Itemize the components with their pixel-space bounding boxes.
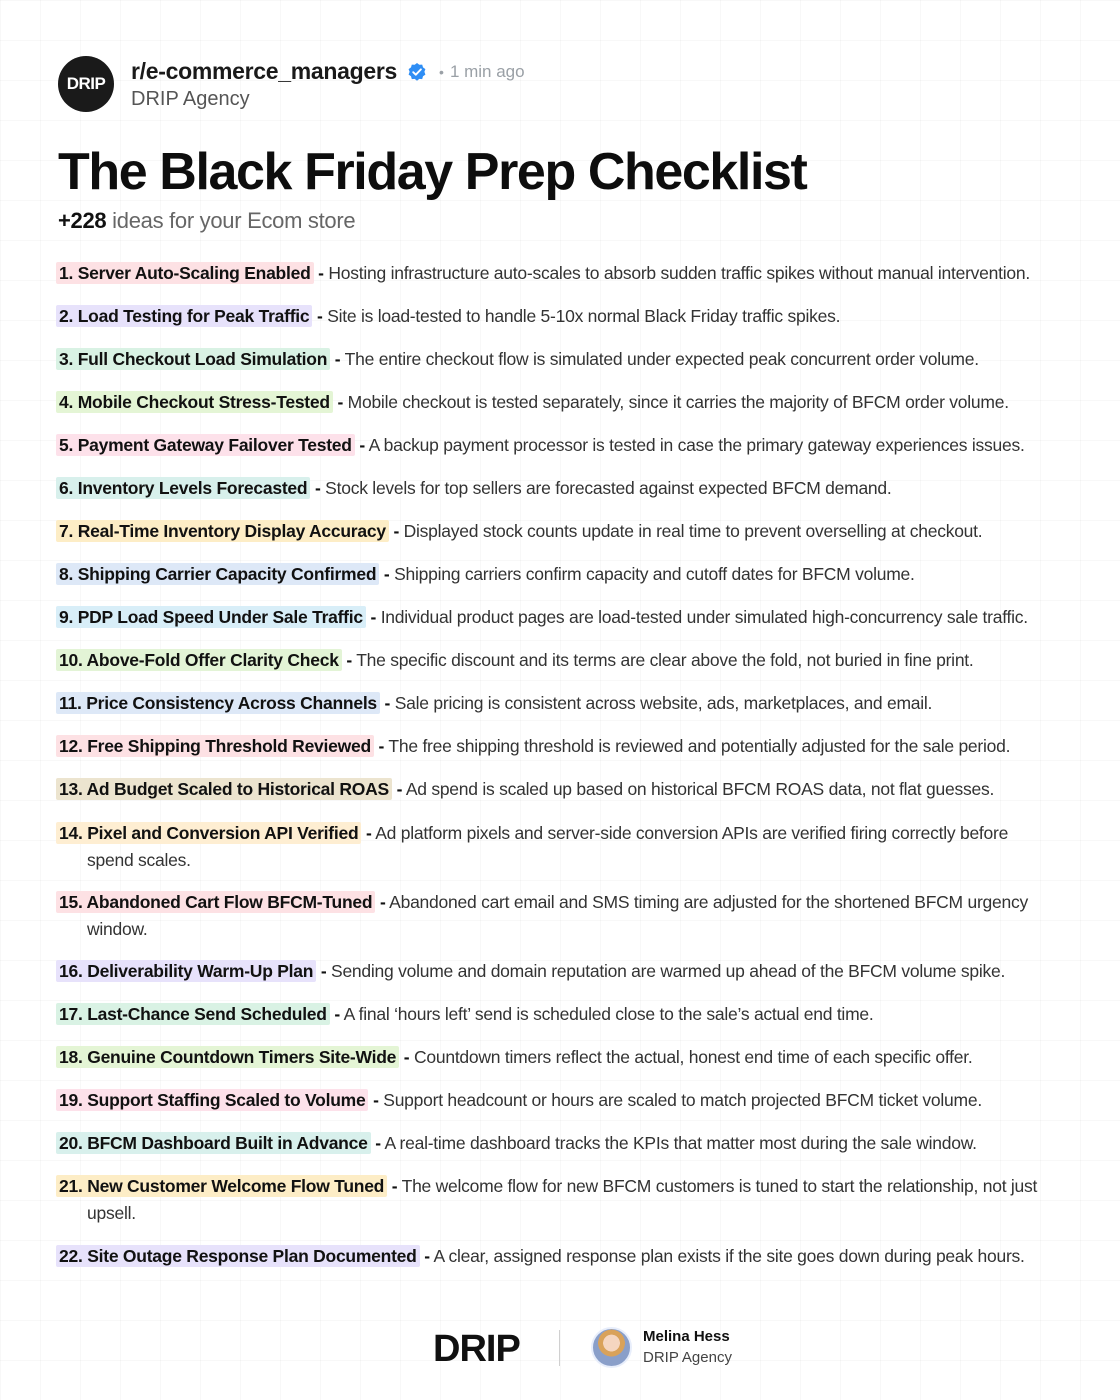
checklist-item-description: Stock levels for top sellers are forecasted against expected BFCM demand. — [325, 478, 892, 498]
checklist-item-description: Support headcount or hours are scaled to match projected BFCM ticket volume. — [383, 1090, 982, 1110]
checklist-item-description: Sale pricing is consistent across website, ads, marketplaces, and email. — [394, 693, 933, 713]
checklist-item-separator: - — [334, 349, 341, 369]
checklist-item-number: 22. — [59, 1246, 83, 1266]
checklist-item-name: Ad Budget Scaled to Historical ROAS — [86, 779, 389, 799]
checklist-item-number: 15. — [59, 892, 83, 912]
checklist-item-title — [56, 1132, 371, 1154]
checklist-item-title — [56, 735, 374, 757]
checklist-item-name: Shipping Carrier Capacity Confirmed — [77, 564, 377, 584]
footer-divider — [559, 1330, 560, 1366]
checklist-item — [56, 432, 1066, 459]
checklist-item-title — [56, 1003, 330, 1025]
checklist-item-description: A backup payment processor is tested in case the primary gateway experiences issues. — [368, 435, 1025, 455]
checklist-item-title — [56, 434, 355, 456]
checklist-item-description-continued: window. — [87, 919, 148, 939]
checklist-item-name: Last-Chance Send Scheduled — [87, 1004, 327, 1024]
checklist-item-number: 21. — [59, 1176, 83, 1196]
checklist-item-separator: - — [424, 1246, 430, 1266]
checklist-item-separator: - — [320, 961, 327, 981]
checklist-item — [56, 389, 1066, 416]
checklist-item-title — [56, 1245, 420, 1267]
checklist-item-description: Hosting infrastructure auto-scales to absorb sudden traffic spikes without manual intervention. — [328, 263, 1030, 283]
community-avatar[interactable] — [58, 56, 114, 112]
header-line — [131, 58, 525, 86]
checklist-item-separator: - — [318, 263, 324, 283]
checklist-item — [56, 1001, 1066, 1028]
checklist-item — [56, 1130, 1066, 1157]
checklist-item-separator: - — [373, 1090, 379, 1110]
checklist-item-description: Mobile checkout is tested separately, since it carries the majority of BFCM order volume. — [347, 392, 1009, 412]
checklist-item-title — [56, 477, 310, 499]
checklist-item-title — [56, 520, 389, 542]
checklist-item-description: Sending volume and domain reputation are warmed up ahead of the BFCM volume spike. — [331, 961, 1006, 981]
checklist-item-name: Real-Time Inventory Display Accuracy — [77, 521, 386, 541]
checklist-item-description: Site is load-tested to handle 5-10x normal Black Friday traffic spikes. — [327, 306, 841, 326]
checklist-item-title — [56, 391, 333, 413]
checklist-item-name: BFCM Dashboard Built in Advance — [87, 1133, 368, 1153]
checklist-item — [56, 958, 1066, 985]
checklist-item-separator: - — [375, 1133, 381, 1153]
checklist-item-name: Full Checkout Load Simulation — [77, 349, 328, 369]
checklist-item-name: Price Consistency Across Channels — [86, 693, 377, 713]
checklist-item-name: New Customer Welcome Flow Tuned — [87, 1176, 385, 1196]
checklist-item — [56, 346, 1066, 373]
checklist-item-number: 11. — [59, 693, 82, 713]
checklist-item-number: 3. — [59, 349, 74, 369]
checklist-item-name: Mobile Checkout Stress-Tested — [77, 392, 330, 412]
checklist-item — [56, 820, 1066, 874]
checklist-item-title — [56, 891, 375, 913]
checklist-item-description: A real-time dashboard tracks the KPIs that matter most during the sale window. — [384, 1133, 977, 1153]
checklist-item-description: The entire checkout flow is simulated under expected peak concurrent order volume. — [344, 349, 979, 369]
checklist-item — [56, 1243, 1066, 1270]
checklist-item-name: Abandoned Cart Flow BFCM-Tuned — [86, 892, 373, 912]
checklist-item-number: 14. — [59, 823, 83, 843]
checklist-item-title — [56, 262, 314, 284]
checklist-item-description: Shipping carriers confirm capacity and cutoff dates for BFCM volume. — [394, 564, 915, 584]
checklist-item-description: Abandoned cart email and SMS timing are adjusted for the shortened BFCM urgency — [389, 892, 1028, 912]
checklist-item-title — [56, 649, 342, 671]
community-name[interactable]: r/e-commerce_managers — [131, 58, 398, 84]
checklist-item-separator: - — [366, 823, 372, 843]
checklist-item — [56, 776, 1066, 803]
checklist-item — [56, 475, 1066, 502]
checklist-item-number: 2. — [59, 306, 74, 326]
checklist-item-separator: - — [346, 650, 352, 670]
checklist-item-separator: - — [403, 1047, 410, 1067]
checklist-item-title — [56, 606, 366, 628]
checklist-item-name: Above-Fold Offer Clarity Check — [86, 650, 339, 670]
checklist-item-description: Displayed stock counts update in real time to prevent overselling at checkout. — [403, 521, 983, 541]
checklist-item-description: The free shipping threshold is reviewed and potentially adjusted for the sale period. — [388, 736, 1011, 756]
verified-badge-icon — [407, 62, 427, 82]
checklist-item-separator: - — [334, 1004, 340, 1024]
checklist-item-separator: - — [359, 435, 365, 455]
checklist-item-number: 4. — [59, 392, 74, 412]
checklist-item-description-continued: spend scales. — [87, 850, 191, 870]
checklist-item-number: 7. — [59, 521, 74, 541]
checklist-item-separator: - — [314, 478, 321, 498]
checklist-item — [56, 303, 1066, 330]
checklist-item-name: Genuine Countdown Timers Site-Wide — [87, 1047, 397, 1067]
checklist-item — [56, 733, 1066, 760]
checklist-item-name: Free Shipping Threshold Reviewed — [87, 736, 371, 756]
checklist-item-title — [56, 305, 312, 327]
checklist-item-description: Ad spend is scaled up based on historical BFCM ROAS data, not flat guesses. — [405, 779, 995, 799]
checklist-item — [56, 260, 1066, 287]
checklist-item-name: Support Staffing Scaled to Volume — [87, 1090, 366, 1110]
author-avatar-icon[interactable] — [591, 1327, 632, 1368]
footer-author-org: DRIP Agency — [643, 1349, 732, 1366]
checklist-item-name: Site Outage Response Plan Documented — [87, 1246, 417, 1266]
checklist-item — [56, 604, 1066, 631]
checklist-item-separator: - — [337, 392, 344, 412]
checklist-item-separator: - — [379, 892, 386, 912]
checklist-item-number: 13. — [59, 779, 83, 799]
checklist-item-number: 16. — [59, 961, 83, 981]
checklist-item-name: PDP Load Speed Under Sale Traffic — [77, 607, 363, 627]
post-header — [58, 56, 525, 112]
checklist-item — [56, 518, 1066, 545]
checklist-item-title — [56, 960, 316, 982]
checklist-item-description: Individual product pages are load-tested under simulated high-concurrency sale traffic. — [380, 607, 1028, 627]
checklist-item-separator: - — [317, 306, 323, 326]
checklist-item — [56, 1173, 1066, 1227]
footer-logo: DRIP — [433, 1328, 520, 1370]
checklist-item-title — [56, 778, 392, 800]
checklist-item-name: Inventory Levels Forecasted — [77, 478, 308, 498]
checklist-item-separator: - — [383, 564, 390, 584]
checklist-item-name: Server Auto-Scaling Enabled — [77, 263, 311, 283]
ideas-count: +228 — [58, 208, 107, 233]
checklist-item-description: A clear, assigned response plan exists if the site goes down during peak hours. — [433, 1246, 1025, 1266]
checklist-item-title — [56, 1046, 399, 1068]
checklist-item-separator: - — [378, 736, 385, 756]
header-text — [131, 58, 525, 111]
checklist-item-number: 6. — [59, 478, 74, 498]
checklist-item-description: The welcome flow for new BFCM customers is tuned to start the relationship, not just — [401, 1176, 1038, 1196]
checklist-item-number: 17. — [59, 1004, 83, 1024]
checklist-item-description: A final ‘hours left’ send is scheduled close to the sale’s actual end time. — [343, 1004, 874, 1024]
checklist-item-number: 10. — [59, 650, 83, 670]
checklist-item-name: Deliverability Warm-Up Plan — [87, 961, 314, 981]
checklist-item-separator: - — [396, 779, 403, 799]
checklist-item-separator: - — [384, 693, 391, 713]
checklist-item-description: Countdown timers reflect the actual, honest end time of each specific offer. — [413, 1047, 973, 1067]
checklist-item-separator: - — [370, 607, 377, 627]
checklist-item-name: Load Testing for Peak Traffic — [77, 306, 310, 326]
checklist-item-name: Payment Gateway Failover Tested — [77, 435, 352, 455]
checklist-item — [56, 1044, 1066, 1071]
footer-author-name[interactable]: Melina Hess — [643, 1328, 730, 1345]
checklist-item-number: 8. — [59, 564, 74, 584]
author-agency[interactable]: DRIP Agency — [131, 87, 250, 110]
community-avatar-text: DRIP — [66, 74, 106, 93]
checklist-item-title — [56, 563, 379, 585]
checklist-item-number: 9. — [59, 607, 74, 627]
checklist-item-title — [56, 1089, 368, 1111]
checklist-item — [56, 647, 1066, 674]
checklist-item — [56, 690, 1066, 717]
subtitle-text: ideas for your Ecom store — [106, 208, 356, 233]
checklist-item-number: 1. — [59, 263, 74, 283]
checklist-item — [56, 1087, 1066, 1114]
page-subtitle — [58, 208, 355, 234]
checklist-item-number: 19. — [59, 1090, 83, 1110]
checklist-item — [56, 561, 1066, 588]
separator-dot: • — [439, 63, 444, 80]
checklist-item-name: Pixel and Conversion API Verified — [87, 823, 359, 843]
checklist-item — [56, 889, 1066, 943]
checklist-item-number: 20. — [59, 1133, 83, 1153]
checklist-item-title — [56, 1175, 387, 1197]
checklist-item-number: 5. — [59, 435, 74, 455]
checklist-item-separator: - — [393, 521, 400, 541]
page-title: The Black Friday Prep Checklist — [58, 143, 807, 201]
checklist-item-title — [56, 692, 380, 714]
checklist-item-title — [56, 822, 361, 844]
checklist-item-number: 12. — [59, 736, 83, 756]
checklist-item-title — [56, 348, 330, 370]
post-timestamp: 1 min ago — [449, 61, 525, 81]
footer — [0, 1318, 1120, 1378]
checklist-item-number: 18. — [59, 1047, 83, 1067]
checklist-item-separator: - — [391, 1176, 398, 1196]
checklist-item-description: The specific discount and its terms are clear above the fold, not buried in fine print. — [356, 650, 974, 670]
checklist-item-description: Ad platform pixels and server-side conversion APIs are verified firing correctly before — [375, 823, 1009, 843]
checklist-item-description-continued: upsell. — [87, 1203, 136, 1223]
